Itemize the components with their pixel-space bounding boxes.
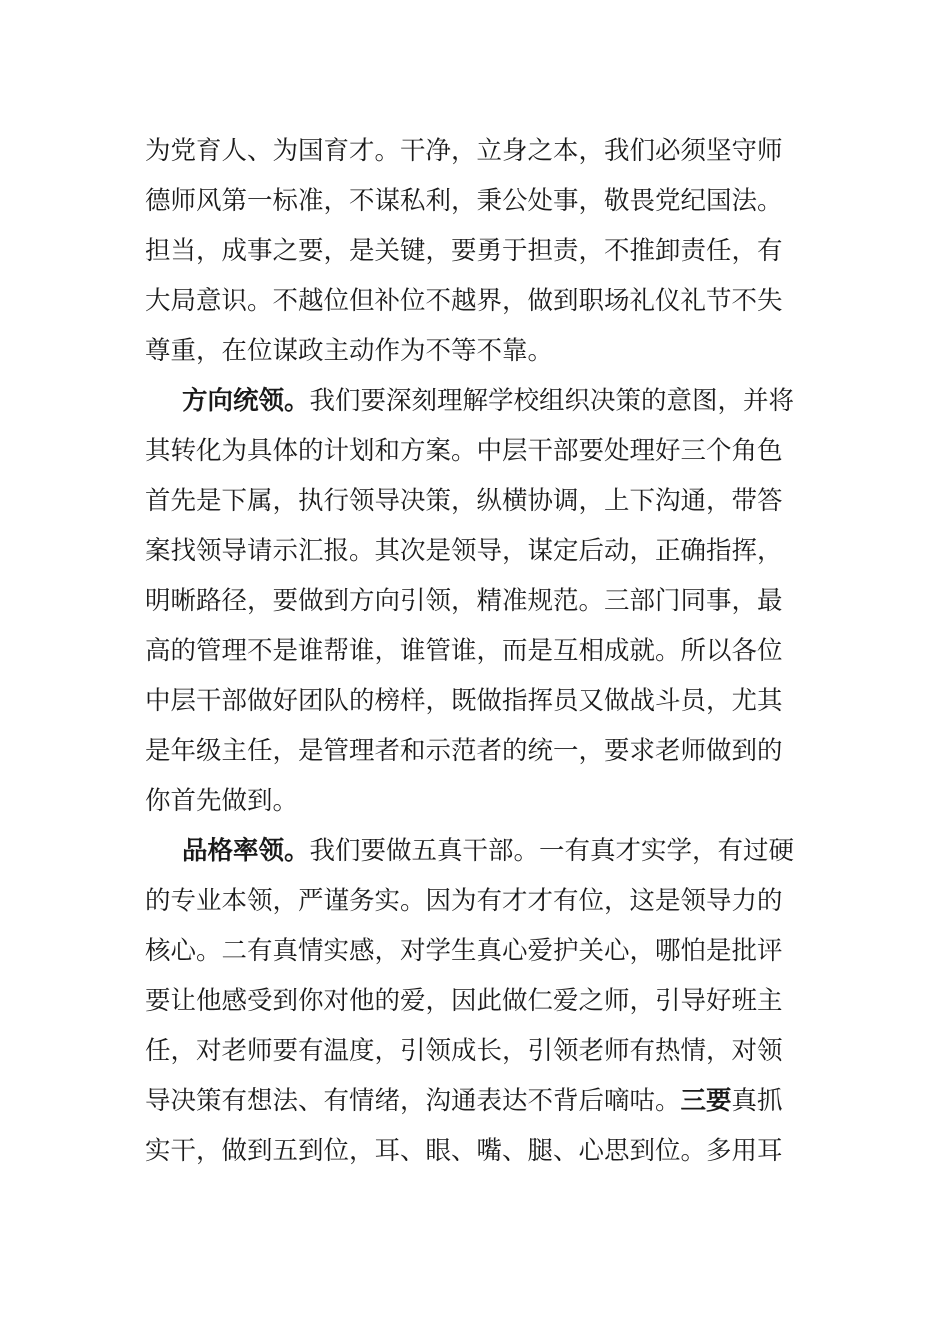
paragraph-3-heading: 品格率领。: [182, 836, 310, 866]
paragraph-2-line-6: 高的管理不是谁帮谁，谁管谁，而是互相成就。所以各位: [145, 636, 783, 666]
paragraph-3-line-6: [145, 1076, 810, 1126]
paragraph-3-line-6-end: 真抓: [731, 1086, 783, 1116]
paragraph-3-bold-mark: 三要: [680, 1086, 732, 1116]
paragraph-2-line-8: 是年级主任，是管理者和示范者的统一，要求老师做到的: [145, 736, 783, 766]
paragraph-2-line-3: 首先是下属，执行领导决策，纵横协调，上下沟通，带答: [145, 486, 783, 516]
paragraph-2-line-2: 其转化为具体的计划和方案。中层干部要处理好三个角色: [145, 436, 783, 466]
paragraph-3-line-5: 任，对老师要有温度，引领成长，引领老师有热情，对领: [145, 1036, 783, 1066]
paragraph-2-line-1: [145, 376, 810, 426]
paragraph-2-line-9: 你首先做到。: [145, 786, 299, 816]
paragraph-2-line-4: 案找领导请示汇报。其次是领导，谋定后动，正确指挥，: [145, 536, 783, 566]
paragraph-3-line-4: 要让他感受到你对他的爱，因此做仁爱之师，引导好班主: [145, 986, 783, 1016]
paragraph-1-line-5: 尊重，在位谋政主动作为不等不靠。: [145, 336, 554, 366]
paragraph-2-line-7: 中层干部做好团队的榜样，既做指挥员又做战斗员，尤其: [145, 686, 783, 716]
paragraph-1-line-2: 德师风第一标准，不谋私利，秉公处事，敬畏党纪国法。: [145, 186, 783, 216]
paragraph-2-heading: 方向统领。: [182, 386, 310, 416]
paragraph-3-first-line-text: 我们要做五真干部。一有真才实学，有过硬: [309, 836, 795, 866]
paragraph-1-line-4: 大局意识。不越位但补位不越界，做到职场礼仪礼节不失: [145, 286, 783, 316]
paragraph-3-line-6-text: 导决策有想法、有情绪，沟通表达不背后嘀咕。: [145, 1086, 681, 1116]
paragraph-2-first-line-text: 我们要深刻理解学校组织决策的意图，并将: [309, 386, 795, 416]
paragraph-2-line-5: 明晰路径，要做到方向引领，精准规范。三部门同事，最: [145, 586, 783, 616]
paragraph-3-line-2: 的专业本领，严谨务实。因为有才才有位，这是领导力的: [145, 886, 783, 916]
document-body: [145, 126, 810, 1176]
paragraph-3-line-1: [145, 826, 810, 876]
paragraph-3-line-3: 核心。二有真情实感，对学生真心爱护关心，哪怕是批评: [145, 936, 783, 966]
paragraph-1-line-1: 为党育人、为国育才。干净，立身之本，我们必须坚守师: [145, 136, 783, 166]
paragraph-1-line-3: 担当，成事之要，是关键，要勇于担责，不推卸责任，有: [145, 236, 783, 266]
paragraph-3-line-7: 实干，做到五到位，耳、眼、嘴、腿、心思到位。多用耳: [145, 1136, 783, 1166]
